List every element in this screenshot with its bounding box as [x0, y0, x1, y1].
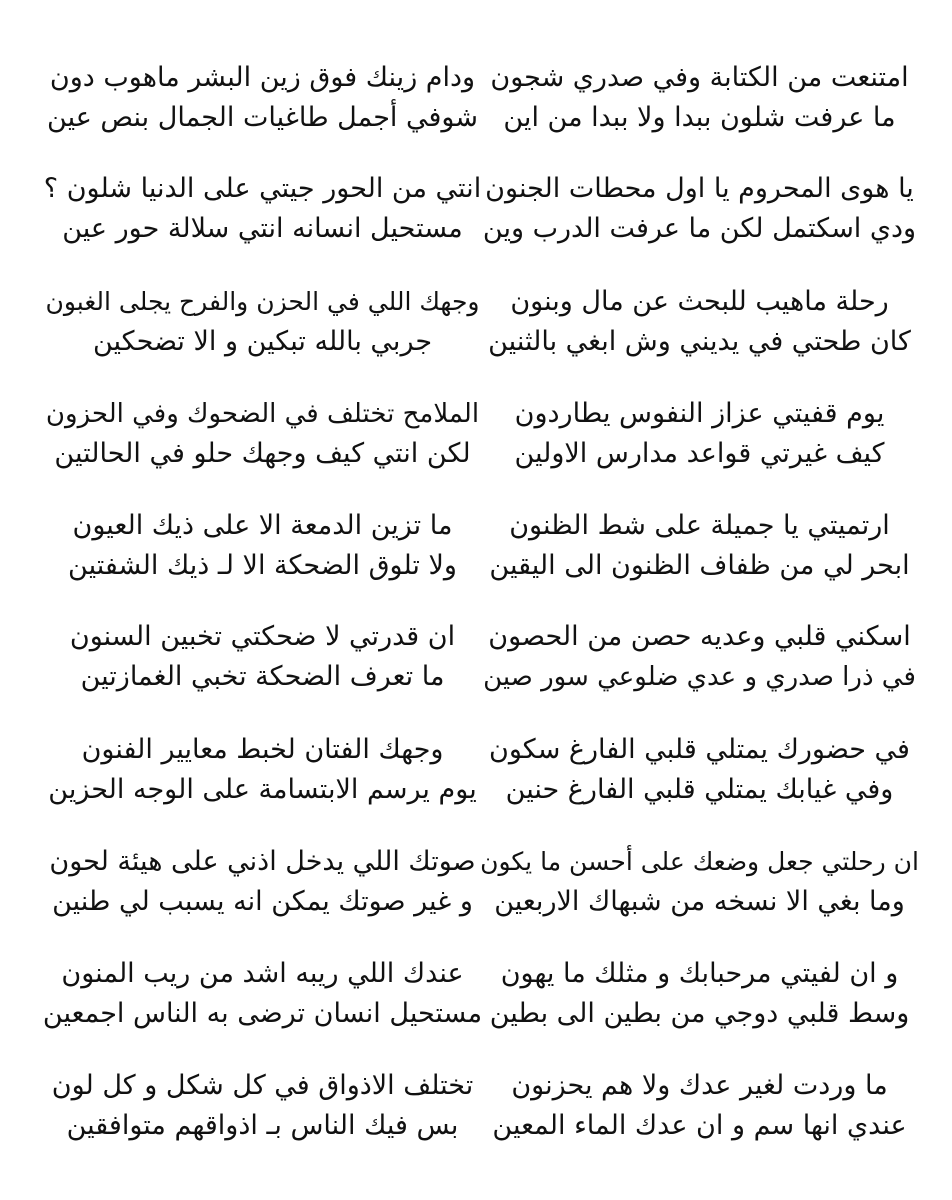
right-hemistich	[477, 58, 922, 138]
poem-line: ولا تلوق الضحكة الا لـ ذيك الشفتين	[68, 550, 457, 581]
left-hemistich	[40, 842, 485, 922]
left-hemistich	[40, 394, 485, 474]
poem-line: ان قدرتي لا ضحكتي تخبين السنون	[69, 621, 456, 652]
poem-line: مستحيل انسان ترضى به الناس اجمعين	[42, 998, 483, 1029]
poem-line: ما تعرف الضحكة تخبي الغمازتين	[80, 661, 445, 692]
poem-line: لكن انتي كيف وجهك حلو في الحالتين	[54, 438, 471, 469]
verse	[0, 282, 952, 362]
left-hemistich	[40, 954, 485, 1034]
poem-line: عندي انها سم و ان عدك الماء المعين	[492, 1110, 907, 1141]
poem-line: امتنعت من الكتابة وفي صدري شجون	[490, 62, 909, 93]
poem-line: وجهك الفتان لخبط معايير الفنون	[81, 734, 444, 765]
poem-line: انتي من الحور جيتي على الدنيا شلون ؟	[43, 173, 482, 204]
verse	[0, 169, 952, 249]
right-hemistich	[477, 506, 922, 586]
right-hemistich	[477, 954, 922, 1034]
poem-line: اسكني قلبي وعديه حصن من الحصون	[488, 621, 911, 652]
left-hemistich	[40, 730, 485, 810]
poem-line: شوفي أجمل طاغيات الجمال بنص عين	[47, 102, 478, 133]
poem-line: في ذرا صدري و عدي ضلوعي سور صين	[483, 662, 916, 692]
poem-line: ما عرفت شلون ببدا ولا ببدا من اين	[503, 102, 896, 133]
verse	[0, 842, 952, 922]
poem-line: مستحيل انسانه انتي سلالة حور عين	[62, 213, 463, 244]
right-hemistich	[477, 730, 922, 810]
verse	[0, 1066, 952, 1146]
poem-line: كيف غيرتي قواعد مدارس الاولين	[514, 438, 885, 469]
poem-line: وسط قلبي دوجي من بطين الى بطين	[489, 998, 910, 1029]
poem-line: وما بغي الا نسخه من شبهاك الاربعين	[494, 886, 905, 917]
left-hemistich	[40, 506, 485, 586]
poem-line: ما تزين الدمعة الا على ذيك العيون	[72, 510, 453, 541]
poem-line: ودام زينك فوق زين البشر ماهوب دون	[49, 62, 476, 93]
poem-line: و ان لفيتي مرحبابك و مثلك ما يهون	[500, 958, 899, 989]
poem-line: ارتميتي يا جميلة على شط الظنون	[509, 510, 890, 541]
verse	[0, 58, 952, 138]
left-hemistich	[40, 169, 485, 249]
right-hemistich	[477, 169, 922, 249]
left-hemistich	[40, 58, 485, 138]
poem-line: صوتك اللي يدخل اذني على هيئة لحون	[49, 846, 476, 877]
poem-line: كان طحتي في يديني وش ابغي بالثنين	[488, 326, 911, 357]
poem-line: في حضورك يمتلي قلبي الفارغ سكون	[489, 734, 910, 765]
poem-line: رحلة ماهيب للبحث عن مال وبنون	[510, 286, 889, 317]
verse	[0, 617, 952, 697]
poem-line: ابحر لي من ظفاف الظنون الى اليقين	[489, 550, 910, 581]
right-hemistich	[477, 842, 922, 922]
poem-line: وجهك اللي في الحزن والفرح يجلى الغبون	[45, 287, 480, 316]
poem-line: ان رحلتي جعل وضعك على أحسن ما يكون	[480, 847, 919, 876]
poem-line: ما وردت لغير عدك ولا هم يحزنون	[511, 1070, 888, 1101]
right-hemistich	[477, 282, 922, 362]
poem-line: و غير صوتك يمكن انه يسبب لي طنين	[52, 886, 473, 917]
verse	[0, 730, 952, 810]
poem-line: وفي غيابك يمتلي قلبي الفارغ حنين	[505, 774, 894, 805]
right-hemistich	[477, 617, 922, 697]
verse	[0, 506, 952, 586]
right-hemistich	[477, 1066, 922, 1146]
poem-line: الملامح تختلف في الضحوك وفي الحزون	[45, 399, 480, 429]
poem-line: يوم قفيتي عزاز النفوس يطاردون	[514, 398, 885, 429]
poem-line: جربي بالله تبكين و الا تضحكين	[92, 326, 433, 357]
left-hemistich	[40, 617, 485, 697]
left-hemistich	[40, 1066, 485, 1146]
poem-line: بس فيك الناس بـ اذواقهم متوافقين	[66, 1110, 459, 1141]
poem-line: ودي اسكتمل لكن ما عرفت الدرب وين	[482, 213, 917, 244]
right-hemistich	[477, 394, 922, 474]
left-hemistich	[40, 282, 485, 362]
poem-line: يوم يرسم الابتسامة على الوجه الحزين	[48, 774, 477, 805]
verse	[0, 954, 952, 1034]
poem-line: تختلف الاذواق في كل شكل و كل لون	[51, 1070, 474, 1101]
poem-line: عندك اللي ريبه اشد من ريب المنون	[61, 958, 464, 989]
verse	[0, 394, 952, 474]
poem-line: يا هوى المحروم يا اول محطات الجنون	[485, 173, 914, 204]
